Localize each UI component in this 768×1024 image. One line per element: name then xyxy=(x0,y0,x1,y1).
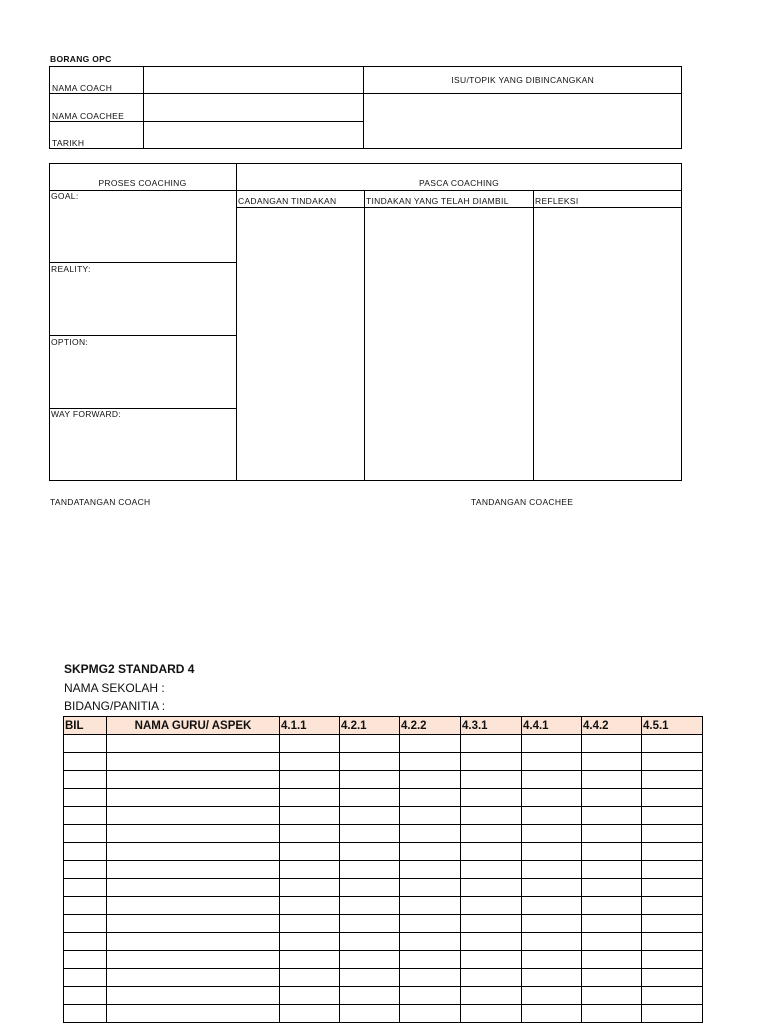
table-cell[interactable] xyxy=(280,897,340,915)
table-cell[interactable] xyxy=(582,789,642,807)
table-cell[interactable] xyxy=(642,735,703,753)
table-cell[interactable] xyxy=(400,933,461,951)
table-cell[interactable] xyxy=(582,933,642,951)
table-cell[interactable] xyxy=(461,969,522,987)
table-cell[interactable] xyxy=(64,825,107,843)
table-cell[interactable] xyxy=(340,951,400,969)
refleksi-header: REFLEKSI xyxy=(535,196,579,206)
header-nama-guru: NAMA GURU/ ASPEK xyxy=(107,717,280,735)
table-cell[interactable] xyxy=(64,987,107,1005)
table-cell[interactable] xyxy=(642,915,703,933)
table-row xyxy=(64,789,703,807)
table-cell[interactable] xyxy=(522,951,582,969)
table-cell[interactable] xyxy=(522,789,582,807)
table-cell[interactable] xyxy=(461,933,522,951)
skpmg-title: SKPMG2 STANDARD 4 xyxy=(64,662,195,676)
table-cell[interactable] xyxy=(642,807,703,825)
table-cell[interactable] xyxy=(642,825,703,843)
table-cell[interactable] xyxy=(522,987,582,1005)
table-cell[interactable] xyxy=(340,969,400,987)
table-cell[interactable] xyxy=(280,969,340,987)
table-cell[interactable] xyxy=(642,861,703,879)
table-cell[interactable] xyxy=(64,753,107,771)
table-cell[interactable] xyxy=(280,987,340,1005)
table-cell[interactable] xyxy=(400,1005,461,1023)
tindakan-diambil-header: TINDAKAN YANG TELAH DIAMBIL xyxy=(366,196,509,206)
table-cell[interactable] xyxy=(522,1005,582,1023)
table-cell[interactable] xyxy=(642,987,703,1005)
table-cell[interactable] xyxy=(522,843,582,861)
pasca-coaching-header: PASCA COACHING xyxy=(418,178,500,188)
table-cell[interactable] xyxy=(400,987,461,1005)
header-4-1-1: 4.1.1 xyxy=(280,717,340,735)
table-cell[interactable] xyxy=(280,1005,340,1023)
table-cell[interactable] xyxy=(461,825,522,843)
table-cell[interactable] xyxy=(400,753,461,771)
table-cell[interactable] xyxy=(64,915,107,933)
table-cell[interactable] xyxy=(461,1005,522,1023)
tandatangan-coach-label: TANDATANGAN COACH xyxy=(50,497,151,507)
nama-coach-label: NAMA COACH xyxy=(50,67,144,94)
table-cell[interactable] xyxy=(64,807,107,825)
table-cell[interactable] xyxy=(280,771,340,789)
table-cell[interactable] xyxy=(280,807,340,825)
table-cell[interactable] xyxy=(522,897,582,915)
table-row xyxy=(64,933,703,951)
table-cell[interactable] xyxy=(582,897,642,915)
table-row xyxy=(64,879,703,897)
table-cell[interactable] xyxy=(522,753,582,771)
table-cell[interactable] xyxy=(461,753,522,771)
table-cell[interactable] xyxy=(400,915,461,933)
table-row xyxy=(64,861,703,879)
table-cell[interactable] xyxy=(642,879,703,897)
option-label: OPTION: xyxy=(51,337,89,347)
table-cell[interactable] xyxy=(400,789,461,807)
table-cell[interactable] xyxy=(400,879,461,897)
table-cell[interactable] xyxy=(461,735,522,753)
table-cell[interactable] xyxy=(522,771,582,789)
table-row xyxy=(64,807,703,825)
coaching-section xyxy=(49,163,682,481)
header-bil: BIL xyxy=(64,717,107,735)
table-cell[interactable] xyxy=(461,807,522,825)
cadangan-tindakan-header: CADANGAN TINDAKAN xyxy=(238,196,337,206)
table-cell[interactable] xyxy=(340,789,400,807)
skpmg-table-body xyxy=(64,735,703,1023)
table-cell[interactable] xyxy=(461,861,522,879)
reality-label: REALITY: xyxy=(51,264,91,274)
nama-coach-field[interactable] xyxy=(143,67,364,94)
table-cell[interactable] xyxy=(582,915,642,933)
table-cell[interactable] xyxy=(522,879,582,897)
table-cell[interactable] xyxy=(582,771,642,789)
table-row xyxy=(64,753,703,771)
table-cell[interactable] xyxy=(642,1005,703,1023)
table-cell[interactable] xyxy=(340,861,400,879)
table-cell[interactable] xyxy=(64,861,107,879)
bidang-panitia-label: BIDANG/PANITIA : xyxy=(64,699,166,713)
table-cell[interactable] xyxy=(642,753,703,771)
table-cell[interactable] xyxy=(107,969,280,987)
header-4-5-1: 4.5.1 xyxy=(642,717,703,735)
table-cell[interactable] xyxy=(522,807,582,825)
table-cell[interactable] xyxy=(107,861,280,879)
table-cell[interactable] xyxy=(280,735,340,753)
table-cell[interactable] xyxy=(400,969,461,987)
table-cell[interactable] xyxy=(340,807,400,825)
table-row xyxy=(64,825,703,843)
table-cell[interactable] xyxy=(64,969,107,987)
table-cell[interactable] xyxy=(107,735,280,753)
nama-coachee-label: NAMA COACHEE xyxy=(50,94,144,122)
isu-topik-header: ISU/TOPIK YANG DIBINCANGKAN xyxy=(364,67,682,94)
form-title: BORANG OPC xyxy=(50,54,112,64)
table-row xyxy=(64,771,703,789)
table-cell[interactable] xyxy=(582,951,642,969)
table-cell[interactable] xyxy=(107,951,280,969)
table-cell[interactable] xyxy=(582,843,642,861)
table-row xyxy=(64,1005,703,1023)
table-cell[interactable] xyxy=(340,771,400,789)
way-forward-label: WAY FORWARD: xyxy=(51,409,122,419)
table-cell[interactable] xyxy=(340,915,400,933)
goal-label: GOAL: xyxy=(51,191,79,201)
table-cell[interactable] xyxy=(461,789,522,807)
table-cell[interactable] xyxy=(280,879,340,897)
table-cell[interactable] xyxy=(64,735,107,753)
table-cell[interactable] xyxy=(340,897,400,915)
table-cell[interactable] xyxy=(400,861,461,879)
table-cell[interactable] xyxy=(461,915,522,933)
table-cell[interactable] xyxy=(107,771,280,789)
table-row xyxy=(64,915,703,933)
table-cell[interactable] xyxy=(340,825,400,843)
table-cell[interactable] xyxy=(107,789,280,807)
table-cell[interactable] xyxy=(400,825,461,843)
table-cell[interactable] xyxy=(280,843,340,861)
table-cell[interactable] xyxy=(642,771,703,789)
table-cell[interactable] xyxy=(107,897,280,915)
table-cell[interactable] xyxy=(107,807,280,825)
table-cell[interactable] xyxy=(522,825,582,843)
table-cell[interactable] xyxy=(582,1005,642,1023)
nama-coachee-field[interactable] xyxy=(143,94,364,122)
table-cell[interactable] xyxy=(461,987,522,1005)
table-cell[interactable] xyxy=(280,915,340,933)
table-row xyxy=(64,987,703,1005)
skpmg-table xyxy=(63,716,703,1023)
table-cell[interactable] xyxy=(64,771,107,789)
nama-sekolah-label: NAMA SEKOLAH : xyxy=(64,681,165,695)
table-cell[interactable] xyxy=(340,933,400,951)
header-4-4-1: 4.4.1 xyxy=(522,717,582,735)
table-cell[interactable] xyxy=(280,825,340,843)
table-cell[interactable] xyxy=(340,987,400,1005)
header-4-4-2: 4.4.2 xyxy=(582,717,642,735)
header-4-2-1: 4.2.1 xyxy=(340,717,400,735)
table-cell[interactable] xyxy=(642,789,703,807)
table-cell[interactable] xyxy=(107,933,280,951)
table-cell[interactable] xyxy=(522,861,582,879)
table-cell[interactable] xyxy=(642,843,703,861)
table-cell[interactable] xyxy=(522,933,582,951)
table-cell[interactable] xyxy=(107,879,280,897)
table-cell[interactable] xyxy=(280,861,340,879)
table-row xyxy=(64,843,703,861)
table-cell[interactable] xyxy=(340,843,400,861)
table-cell[interactable] xyxy=(400,951,461,969)
header-4-3-1: 4.3.1 xyxy=(461,717,522,735)
table-cell[interactable] xyxy=(400,807,461,825)
table-cell[interactable] xyxy=(582,753,642,771)
table-cell[interactable] xyxy=(64,843,107,861)
table-cell[interactable] xyxy=(582,987,642,1005)
table-row xyxy=(64,969,703,987)
table-cell[interactable] xyxy=(64,1005,107,1023)
tarikh-label: TARIKH xyxy=(50,122,144,149)
table-cell[interactable] xyxy=(582,807,642,825)
table-cell[interactable] xyxy=(107,843,280,861)
table-cell[interactable] xyxy=(461,879,522,897)
tandangan-coachee-label: TANDANGAN COACHEE xyxy=(471,497,574,507)
table-cell[interactable] xyxy=(582,825,642,843)
table-cell[interactable] xyxy=(400,843,461,861)
table-cell[interactable] xyxy=(280,753,340,771)
table-cell[interactable] xyxy=(642,969,703,987)
table-cell[interactable] xyxy=(461,843,522,861)
table-cell[interactable] xyxy=(340,753,400,771)
table-cell[interactable] xyxy=(400,897,461,915)
isu-topik-field[interactable] xyxy=(364,94,682,149)
table-cell[interactable] xyxy=(400,735,461,753)
table-cell[interactable] xyxy=(107,987,280,1005)
table-cell[interactable] xyxy=(340,735,400,753)
table-cell[interactable] xyxy=(280,789,340,807)
table-cell[interactable] xyxy=(461,951,522,969)
table-cell[interactable] xyxy=(522,735,582,753)
tarikh-field[interactable] xyxy=(143,122,364,149)
coach-info-table xyxy=(49,66,682,149)
table-cell[interactable] xyxy=(582,969,642,987)
table-row xyxy=(64,735,703,753)
table-cell[interactable] xyxy=(280,933,340,951)
table-cell[interactable] xyxy=(64,897,107,915)
table-cell[interactable] xyxy=(461,771,522,789)
table-row xyxy=(64,951,703,969)
table-cell[interactable] xyxy=(642,951,703,969)
table-cell[interactable] xyxy=(280,951,340,969)
table-cell[interactable] xyxy=(582,879,642,897)
table-cell[interactable] xyxy=(64,951,107,969)
table-cell[interactable] xyxy=(107,753,280,771)
table-cell[interactable] xyxy=(582,861,642,879)
table-cell[interactable] xyxy=(461,897,522,915)
table-cell[interactable] xyxy=(582,735,642,753)
table-cell[interactable] xyxy=(400,771,461,789)
proses-coaching-header: PROSES COACHING xyxy=(98,178,187,188)
table-cell[interactable] xyxy=(642,933,703,951)
table-cell[interactable] xyxy=(642,897,703,915)
table-cell[interactable] xyxy=(107,825,280,843)
table-cell[interactable] xyxy=(64,879,107,897)
table-cell[interactable] xyxy=(522,969,582,987)
table-row xyxy=(64,897,703,915)
header-4-2-2: 4.2.2 xyxy=(400,717,461,735)
table-cell[interactable] xyxy=(522,915,582,933)
table-cell[interactable] xyxy=(107,1005,280,1023)
table-cell[interactable] xyxy=(340,1005,400,1023)
table-cell[interactable] xyxy=(107,915,280,933)
table-cell[interactable] xyxy=(340,879,400,897)
table-cell[interactable] xyxy=(64,789,107,807)
table-cell[interactable] xyxy=(64,933,107,951)
